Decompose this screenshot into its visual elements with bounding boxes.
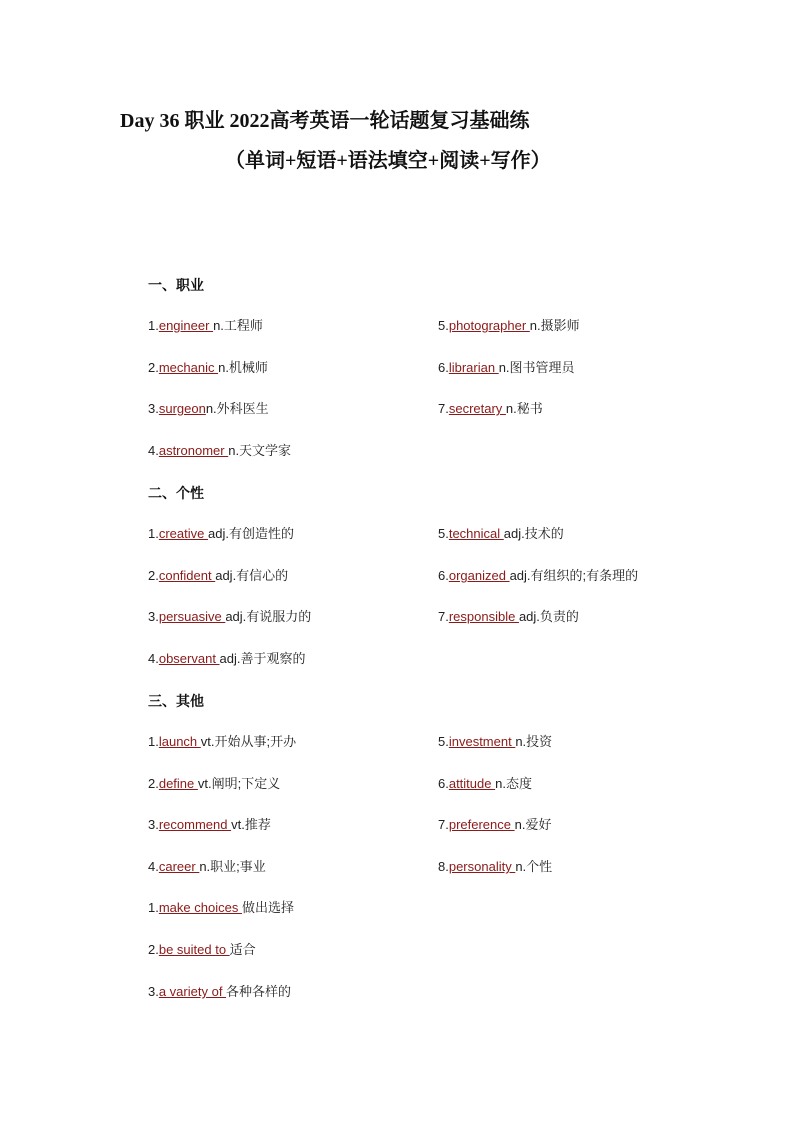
phrase-item	[148, 983, 291, 1001]
item-number: 7.	[438, 817, 449, 832]
item-number: 4.	[148, 443, 159, 458]
vocab-item	[148, 775, 280, 793]
answer-word: secretary	[448, 401, 506, 416]
answer-word: observant	[158, 651, 220, 666]
item-number: 4.	[148, 859, 159, 874]
vocab-item	[438, 400, 543, 418]
definition: n.职业;事业	[199, 859, 266, 874]
item-number: 2.	[148, 568, 159, 583]
vocab-item	[148, 650, 306, 668]
item-number: 5.	[438, 318, 449, 333]
answer-word: launch	[158, 734, 201, 749]
definition: n.天文学家	[228, 443, 292, 458]
item-number: 4.	[148, 651, 159, 666]
definition: n.投资	[515, 734, 553, 749]
vocab-item	[148, 608, 311, 626]
vocab-item	[438, 858, 552, 876]
answer-phrase: a variety of	[158, 984, 227, 999]
item-number: 7.	[438, 401, 449, 416]
definition: 做出选择	[241, 900, 294, 915]
phrase-item	[148, 941, 256, 959]
answer-word: attitude	[448, 776, 496, 791]
definition: adj.有组织的;有条理的	[509, 568, 639, 583]
vocab-item	[148, 858, 266, 876]
item-number: 8.	[438, 859, 449, 874]
answer-word: responsible	[448, 609, 519, 624]
definition: adj.有说服力的	[225, 609, 312, 624]
item-number: 6.	[438, 776, 449, 791]
item-number: 6.	[438, 568, 449, 583]
vocab-item	[148, 816, 271, 834]
item-number: 3.	[148, 609, 159, 624]
answer-word: career	[158, 859, 200, 874]
definition: n.爱好	[514, 817, 552, 832]
answer-word: persuasive	[158, 609, 226, 624]
answer-word: librarian	[448, 360, 499, 375]
answer-word: confident	[158, 568, 216, 583]
answer-word: creative	[158, 526, 208, 541]
item-number: 1.	[148, 734, 159, 749]
answer-word: personality	[448, 859, 516, 874]
vocab-item	[438, 567, 638, 585]
vocab-item	[438, 733, 552, 751]
definition: n.个性	[515, 859, 553, 874]
item-number: 1.	[148, 526, 159, 541]
item-number: 5.	[438, 526, 449, 541]
vocab-item	[148, 525, 294, 543]
item-number: 2.	[148, 360, 159, 375]
definition: n.机械师	[218, 360, 268, 375]
vocab-item	[148, 442, 291, 460]
vocab-item	[438, 816, 551, 834]
item-number: 1.	[148, 900, 159, 915]
item-number: 6.	[438, 360, 449, 375]
definition: n.图书管理员	[498, 360, 575, 375]
definition: 适合	[229, 942, 256, 957]
definition: adj.技术的	[503, 526, 564, 541]
vocab-item	[148, 400, 269, 418]
item-number: 3.	[148, 401, 159, 416]
answer-word: astronomer	[158, 443, 229, 458]
definition: vt.阐明;下定义	[197, 776, 281, 791]
answer-word: surgeon	[158, 401, 206, 416]
answer-word: define	[158, 776, 198, 791]
definition: n.工程师	[213, 318, 263, 333]
definition: vt.推荐	[231, 817, 271, 832]
definition: adj.有信心的	[215, 568, 289, 583]
vocab-item	[438, 775, 532, 793]
answer-phrase: be suited to	[158, 942, 230, 957]
answer-word: preference	[448, 817, 515, 832]
answer-phrase: make choices	[158, 900, 242, 915]
item-number: 2.	[148, 942, 159, 957]
document-subtitle: （单词+短语+语法填空+阅读+写作）	[225, 150, 551, 172]
answer-word: investment	[448, 734, 516, 749]
definition: adj.善于观察的	[219, 651, 306, 666]
vocab-item	[438, 317, 580, 335]
answer-word: technical	[448, 526, 504, 541]
item-number: 5.	[438, 734, 449, 749]
vocab-item	[438, 525, 564, 543]
answer-word: photographer	[448, 318, 530, 333]
phrase-item	[148, 899, 294, 917]
vocab-item	[148, 359, 268, 377]
vocab-item	[438, 608, 579, 626]
item-number: 2.	[148, 776, 159, 791]
answer-word: engineer	[158, 318, 214, 333]
definition: n.秘书	[505, 401, 543, 416]
vocab-item	[148, 567, 288, 585]
definition: n.摄影师	[529, 318, 580, 333]
definition: n.外科医生	[205, 401, 269, 416]
answer-word: recommend	[158, 817, 232, 832]
item-number: 1.	[148, 318, 159, 333]
answer-word: mechanic	[158, 360, 219, 375]
document-title: Day 36 职业 2022高考英语一轮话题复习基础练	[120, 110, 530, 132]
definition: adj.有创造性的	[207, 526, 294, 541]
definition: vt.开始从事;开办	[200, 734, 297, 749]
item-number: 7.	[438, 609, 449, 624]
definition: adj.负责的	[518, 609, 579, 624]
section-heading-personality: 二、个性	[148, 486, 204, 502]
definition: n.态度	[495, 776, 532, 791]
answer-word: organized	[448, 568, 510, 583]
definition: 各种各样的	[226, 984, 292, 999]
section-heading-occupations: 一、职业	[148, 278, 204, 294]
vocab-item	[148, 317, 263, 335]
item-number: 3.	[148, 984, 159, 999]
vocab-item	[438, 359, 575, 377]
vocab-item	[148, 733, 296, 751]
section-heading-others: 三、其他	[148, 694, 204, 710]
item-number: 3.	[148, 817, 159, 832]
